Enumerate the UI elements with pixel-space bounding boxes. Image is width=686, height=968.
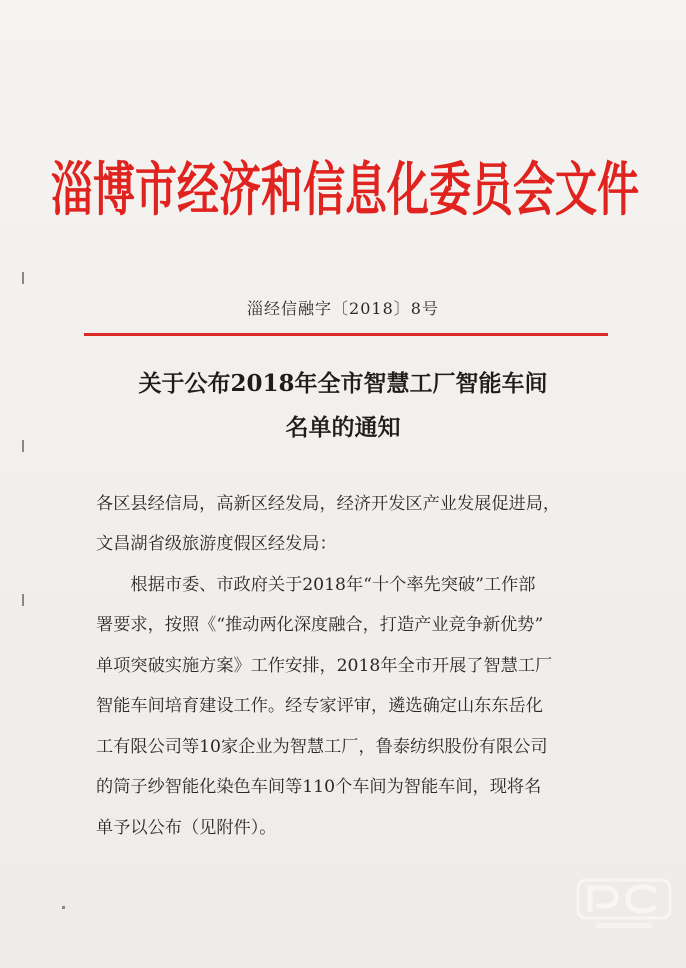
body-line-3: 根据市委、市政府关于2018年“十个率先突破”工作部: [96, 575, 536, 595]
binding-mark: [22, 272, 24, 284]
body-line-9: 单予以公布（见附件）。: [96, 818, 277, 838]
body-line-7: 工有限公司等10家企业为智慧工厂，鲁泰纺织股份有限公司: [96, 737, 548, 757]
binding-mark: [62, 906, 65, 909]
body-line-4: 署要求，按照《“推动两化深度融合，打造产业竞争新优势”: [96, 615, 544, 635]
document-number: 淄经信融字〔2018〕8号: [247, 299, 439, 318]
body-line-8: 的筒子纱智能化染色车间等110个车间为智能车间，现将名: [96, 777, 542, 797]
notice-title-line-2: 名单的通知: [285, 414, 401, 441]
body-line-6: 智能车间培育建设工作。经专家评审，遴选确定山东东岳化: [96, 696, 543, 716]
header-red-rule: [84, 333, 608, 336]
document-header-title: 淄博市经济和信息化委员会文件: [51, 155, 640, 224]
body-line-5: 单项突破实施方案》工作安排，2018年全市开展了智慧工厂: [96, 656, 553, 676]
binding-mark: [22, 440, 24, 452]
watermark-logo-icon: [576, 878, 672, 932]
body-line-2: 文昌湖省级旅游度假区经发局：: [96, 534, 337, 554]
notice-title-line-1: 关于公布2018年全市智慧工厂智能车间: [138, 370, 548, 397]
body-line-1: 各区县经信局，高新区经发局，经济开发区产业发展促进局，: [96, 494, 561, 514]
binding-mark: [22, 594, 24, 606]
